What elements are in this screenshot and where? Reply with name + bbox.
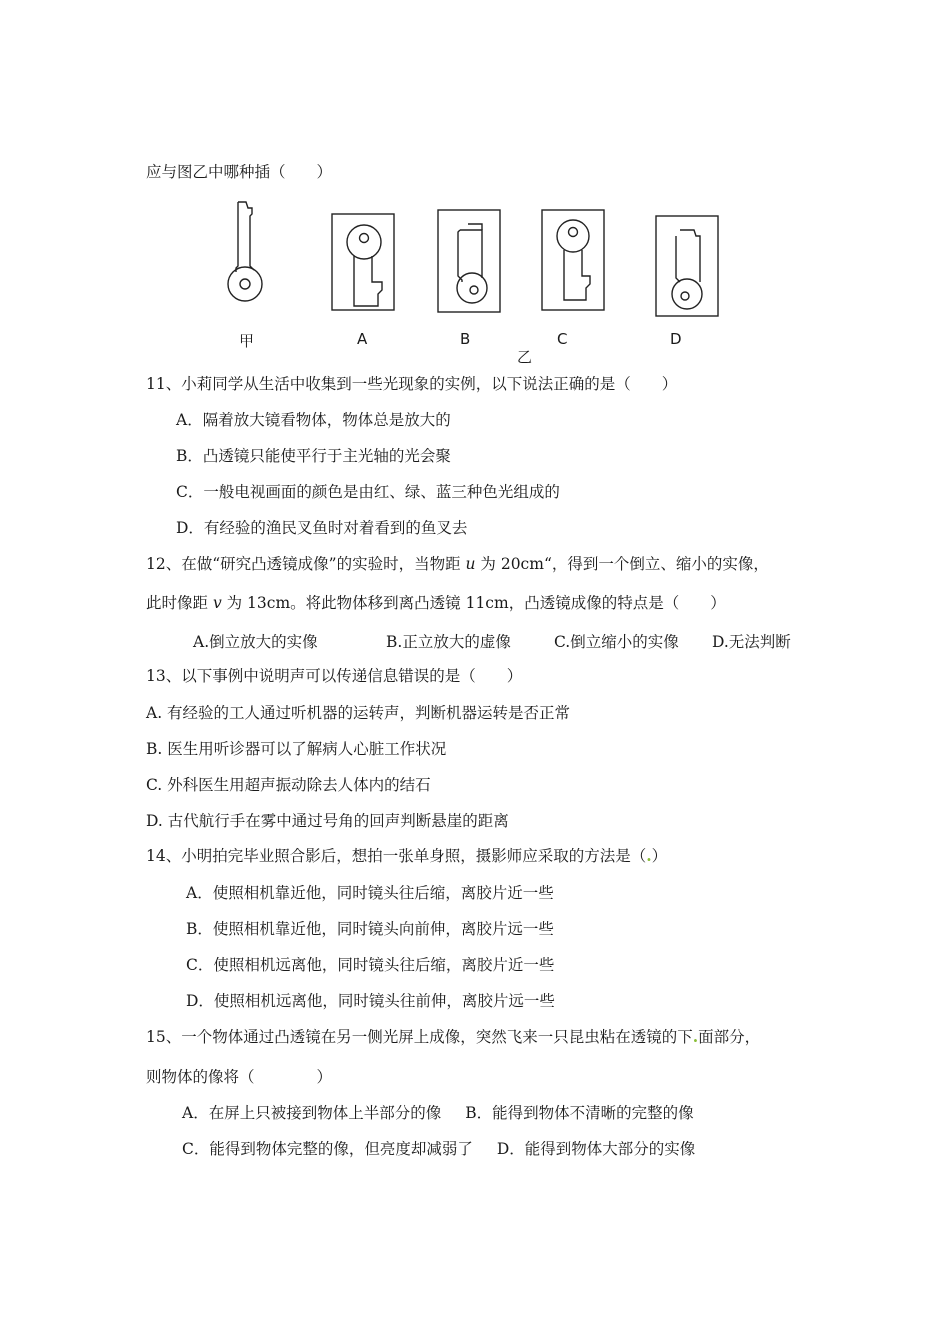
q12-stem2-a: 此时像距 (146, 594, 213, 612)
label-jia: 甲 (239, 332, 255, 350)
q13-option-c: C. 外科医生用超声振动除去人体内的结石 (146, 776, 431, 794)
q13-option-a: A. 有经验的工人通过听机器的运转声，判断机器运转是否正常 (146, 704, 571, 722)
q15-stem-line1 (146, 1027, 760, 1047)
figure-caption: 乙 (517, 348, 533, 366)
q13-option-b: B. 医生用听诊器可以了解病人心脏工作状况 (146, 740, 447, 758)
q12-stem-line1 (146, 554, 769, 574)
label-a: A (357, 330, 368, 348)
q12-stem-line2 (146, 593, 726, 613)
label-c: C (557, 330, 568, 348)
q15-options-row2 (182, 1139, 695, 1159)
q12-option-b: B.正立放大的虚像 (386, 633, 511, 651)
q11-option-c: C．一般电视画面的颜色是由红、绿、蓝三种色光组成的 (176, 483, 560, 501)
q15-option-d: D．能得到物体大部分的实像 (496, 1140, 696, 1158)
q14-option-d: D．使照相机远离他，同时镜头往前伸，离胶片远一些 (186, 992, 555, 1010)
q11-option-a: A．隔着放大镜看物体，物体总是放大的 (176, 411, 451, 429)
plug-c-shape (542, 210, 604, 310)
q14-option-b: B．使照相机靠近他，同时镜头向前伸，离胶片远一些 (186, 920, 554, 938)
plug-figure (220, 196, 740, 366)
plug-a-shape (332, 214, 394, 310)
q12-option-c: C.倒立缩小的实像 (554, 633, 679, 651)
q15-options-row1 (182, 1103, 694, 1123)
plug-jia-shape (228, 202, 262, 301)
q15-stem-dot: . (692, 1027, 699, 1046)
q14-option-c: C．使照相机远离他，同时镜头往后缩，离胶片近一些 (186, 956, 555, 974)
q14-option-a: A．使照相机靠近他，同时镜头往后缩，离胶片近一些 (186, 884, 554, 902)
q12-option-a: A.倒立放大的实像 (193, 633, 318, 651)
q14-stem (146, 846, 667, 866)
label-d: D (670, 330, 682, 348)
q13-option-d: D. 古代航行手在雾中通过号角的回声判断悬崖的距离 (146, 812, 509, 830)
q11-option-d: D．有经验的渔民叉鱼时对着看到的鱼叉去 (176, 519, 468, 537)
q15-option-a: A．在屏上只被接到物体上半部分的像 (182, 1104, 442, 1122)
q12-var-u: u (465, 555, 476, 573)
plug-d-shape (656, 216, 718, 316)
q12-var-v: v (212, 594, 222, 612)
label-b: B (460, 330, 471, 348)
q13-stem: 13、以下事例中说明声可以传递信息错误的是（ ） (146, 667, 523, 685)
q12-option-d: D.无法判断 (712, 633, 791, 651)
q11-stem: 11、小莉同学从生活中收集到一些光现象的实例，以下说法正确的是（ ） (146, 375, 678, 393)
q15-stem-b: 面部分， (698, 1028, 761, 1046)
q12-stem-b: 为 20cm“，得到一个倒立、缩小的实像， (475, 555, 769, 573)
q15-stem-line2: 则物体的像将（ ） (146, 1068, 333, 1086)
plug-diagram (220, 196, 740, 366)
q14-stem-dot: . (646, 846, 652, 865)
q14-stem-a: 14、小明拍完毕业照合影后，想拍一张单身照，摄影师应采取的方法是（ (146, 847, 647, 865)
q15-option-c: C．能得到物体完整的像，但亮度却减弱了 (182, 1140, 473, 1158)
intro-line: 应与图乙中哪种插（ ） (146, 163, 333, 181)
q15-option-b: B．能得到物体不清晰的完整的像 (465, 1104, 694, 1122)
q12-stem2-b: 为 13cm。将此物体移到离凸透镜 11cm，凸透镜成像的特点是（ ） (221, 594, 726, 612)
q11-option-b: B．凸透镜只能使平行于主光轴的光会聚 (176, 447, 451, 465)
q12-stem-a: 12、在做“研究凸透镜成像”的实验时，当物距 (146, 555, 466, 573)
plug-b-shape (438, 210, 500, 312)
q14-stem-b: ） (651, 847, 668, 865)
q15-stem-a: 15、一个物体通过凸透镜在另一侧光屏上成像，突然飞来一只昆虫粘在透镜的下 (146, 1028, 693, 1046)
